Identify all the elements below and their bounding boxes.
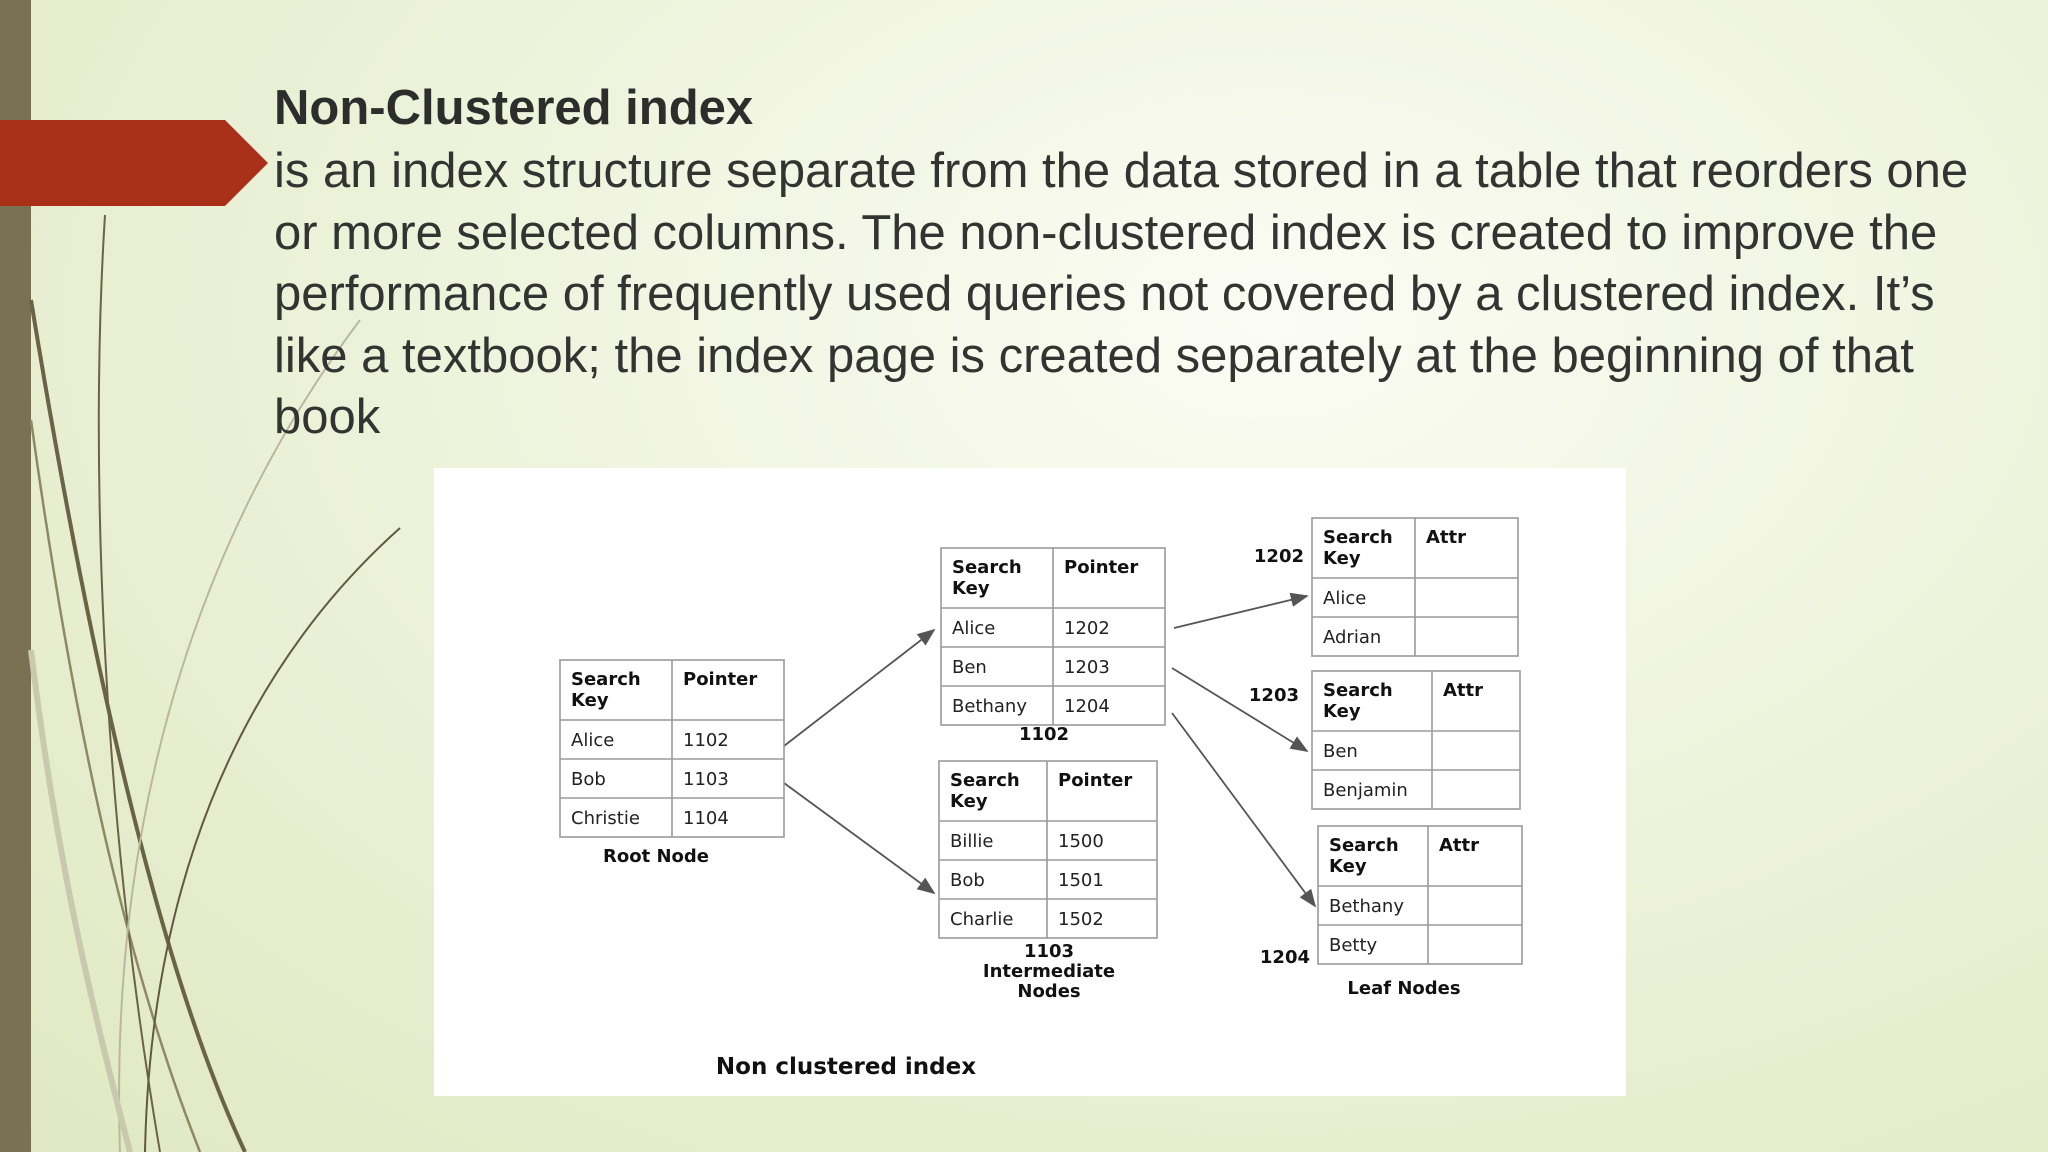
column-header: Search Key	[952, 557, 1022, 599]
index-tree-svg	[434, 468, 1626, 1096]
node-label: 1102	[1018, 724, 1070, 745]
search-key-cell: Ben	[1323, 741, 1358, 762]
node-label: 1202	[1253, 546, 1304, 567]
search-key-cell: Betty	[1329, 935, 1378, 956]
column-header: Attr	[1439, 835, 1480, 856]
search-key-cell: Ben	[952, 657, 987, 678]
slide-title: Non-Clustered index	[274, 81, 754, 135]
index-node-l1204	[1260, 826, 1522, 968]
diagram-caption: Non clustered index	[715, 1054, 977, 1080]
index-node-l1202	[1254, 518, 1518, 656]
non-clustered-index-diagram	[434, 468, 1626, 1096]
edge-root-to-i1102	[784, 630, 934, 746]
pointer-cell: 1204	[1064, 696, 1110, 717]
search-key-cell: Christie	[571, 808, 640, 829]
node-label: 1204	[1259, 947, 1310, 968]
edge-root-to-i1103	[784, 783, 934, 893]
column-header: Search Key	[1323, 527, 1393, 569]
leaf-nodes-label: Leaf Nodes	[1347, 978, 1461, 999]
index-node-i1103	[939, 761, 1157, 1002]
search-key-cell: Billie	[950, 831, 994, 852]
column-header: Search Key	[1329, 835, 1399, 877]
node-label: Root Node	[603, 846, 709, 867]
search-key-cell: Charlie	[950, 909, 1014, 930]
column-header: Pointer	[683, 669, 758, 690]
column-header: Search Key	[950, 770, 1020, 812]
pointer-cell: 1202	[1064, 618, 1110, 639]
pointer-cell: 1203	[1064, 657, 1110, 678]
column-header: Attr	[1443, 680, 1484, 701]
edge-i1102-to-l1202	[1174, 596, 1307, 628]
edge-i1102-to-l1203	[1172, 668, 1307, 751]
search-key-cell: Bethany	[952, 696, 1027, 717]
search-key-cell: Alice	[1323, 588, 1367, 609]
search-key-cell: Bob	[571, 769, 606, 790]
search-key-cell: Bob	[950, 870, 985, 891]
column-header: Attr	[1426, 527, 1467, 548]
search-key-cell: Alice	[571, 730, 615, 751]
pointer-cell: 1502	[1058, 909, 1104, 930]
index-node-i1102	[941, 548, 1165, 745]
accent-arrow-tab	[0, 120, 270, 206]
pointer-cell: 1104	[683, 808, 729, 829]
node-label: 1203	[1248, 685, 1299, 706]
column-header: Pointer	[1058, 770, 1133, 791]
search-key-cell: Adrian	[1323, 627, 1382, 648]
node-label: 1103 Intermediate Nodes	[982, 941, 1116, 1002]
index-node-root	[560, 660, 784, 867]
pointer-cell: 1103	[683, 769, 729, 790]
search-key-cell: Bethany	[1329, 896, 1404, 917]
column-header: Search Key	[571, 669, 641, 711]
column-header: Search Key	[1323, 680, 1393, 722]
pointer-cell: 1500	[1058, 831, 1104, 852]
pointer-cell: 1102	[683, 730, 729, 751]
pointer-cell: 1501	[1058, 870, 1104, 891]
search-key-cell: Alice	[952, 618, 996, 639]
slide-body-text: is an index structure separate from the data stored in a table that reorders one or more selected columns. The non-clustered index is created to improve the performance of frequently used queries not covered by a clustered index. It’s like a textbook; the index page is created separately at the beginning of that book	[274, 144, 1969, 444]
search-key-cell: Benjamin	[1323, 780, 1408, 801]
column-header: Pointer	[1064, 557, 1139, 578]
